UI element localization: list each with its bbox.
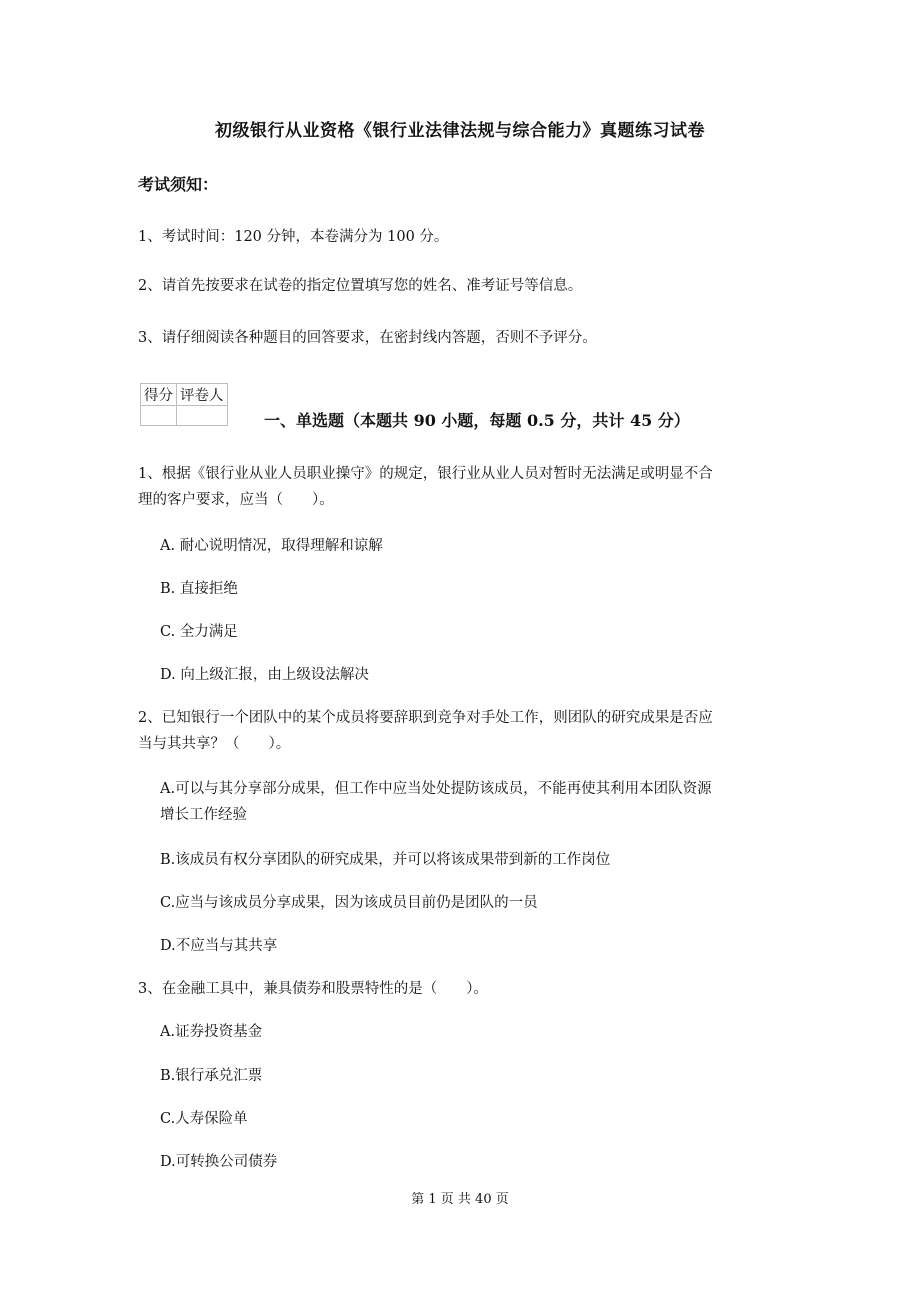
question-stem [138,705,788,757]
notice-item: 1、考试时间：120 分钟，本卷满分为 100 分。 [138,229,449,245]
notice-heading: 考试须知： [138,175,219,194]
question-stem [138,976,788,1002]
notice-item: 3、请仔细阅读各种题目的回答要求，在密封线内答题，否则不予评分。 [138,330,597,346]
score-box [140,383,228,426]
option-c: C.应当与该成员分享成果，因为该成员目前仍是团队的一员 [160,895,538,911]
option-c: C.人寿保险单 [160,1111,248,1127]
page-number: 第 1 页 共 40 页 [411,1192,509,1207]
grader-label: 评卷人 [177,384,228,406]
question-stem-line: 2、已知银行一个团队中的某个成员将要辞职到竞争对手处工作，则团队的研究成果是否应 [138,710,713,726]
question-stem-line: 理的客户要求，应当（ ）。 [138,492,334,508]
option-b: B.该成员有权分享团队的研究成果，并可以将该成果带到新的工作岗位 [160,852,611,868]
score-label: 得分 [141,384,177,406]
question-stem-line: 当与其共享？（ ）。 [138,736,291,752]
option-d: D.不应当与其共享 [160,938,278,954]
page-title: 初级银行从业资格《银行业法律法规与综合能力》真题练习试卷 [215,121,705,141]
option-d: D.可转换公司债券 [160,1154,278,1170]
question-stem-line: 1、根据《银行业从业人员职业操守》的规定，银行业从业人员对暂时无法满足或明显不合 [138,466,713,482]
grader-cell [177,406,228,426]
section-title: 一、单选题（本题共 90 小题，每题 0.5 分，共计 45 分） [264,411,690,430]
question-stem-line: 3、在金融工具中，兼具债券和股票特性的是（ ）。 [138,981,488,997]
option-a-line: 增长工作经验 [160,807,247,823]
question-stem [138,461,788,513]
option-a: A. 耐心说明情况，取得理解和谅解 [160,538,383,554]
notice-item: 2、请首先按要求在试卷的指定位置填写您的姓名、准考证号等信息。 [138,278,583,294]
score-cell [141,406,177,426]
option-b: B.银行承兑汇票 [160,1068,263,1084]
option-a [160,776,790,828]
option-c: C. 全力满足 [160,624,238,640]
option-b: B. 直接拒绝 [160,581,238,597]
option-d: D. 向上级汇报，由上级设法解决 [160,667,369,683]
option-a-line: A.可以与其分享部分成果，但工作中应当处处提防该成员，不能再使其利用本团队资源 [160,781,712,797]
option-a: A.证券投资基金 [160,1024,263,1040]
